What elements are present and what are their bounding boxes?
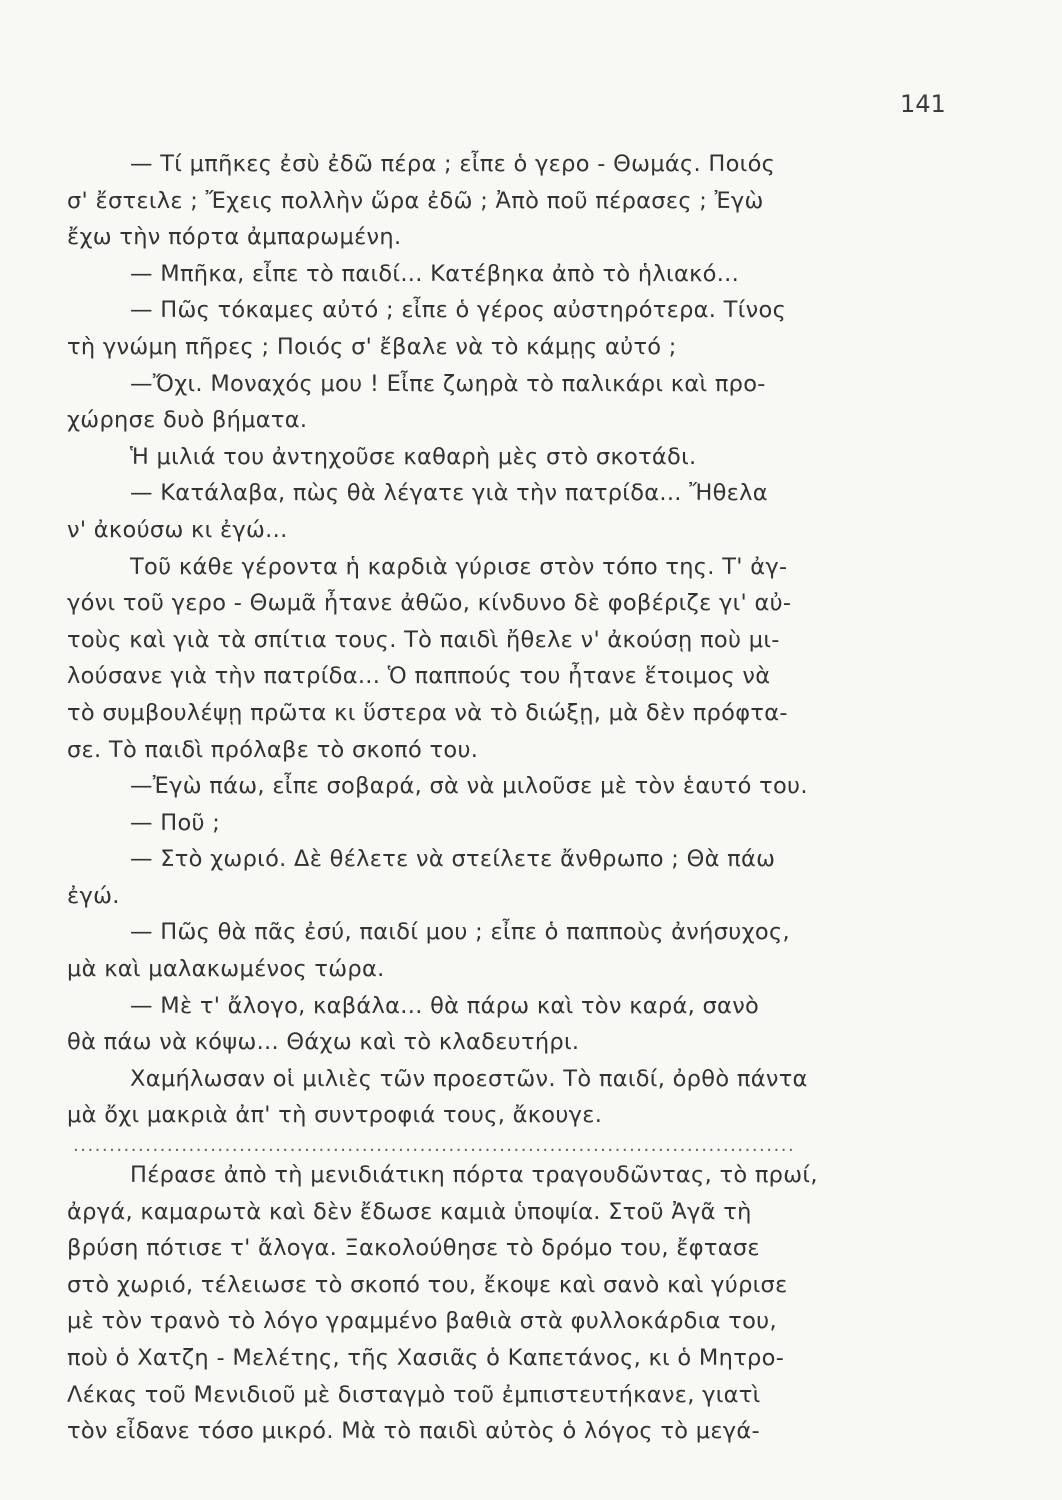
text-line: τὸ συμβουλέψῃ πρῶτα κι ὕστερα νὰ τὸ διώξῃ, μὰ δὲν πρόφτα-	[67, 699, 788, 726]
text-line: ποὺ ὁ Χατζη - Μελέτης, τῆς Χασιᾶς ὁ Καπετάνος, κι ὁ Μητρο-	[67, 1344, 785, 1371]
text-line: τοὺς καὶ γιὰ τὰ σπίτια τους. Τὸ παιδὶ ἤθελε ν' ἀκούσῃ ποὺ μι-	[67, 626, 780, 653]
page-number: 141	[900, 90, 946, 118]
text-line: — Τί μπῆκες ἐσὺ ἐδῶ πέρα ; εἶπε ὁ γερο - Θωμάς. Ποιός	[130, 151, 776, 177]
text-line: — Πῶς θὰ πᾶς ἐσύ, παιδί μου ; εἶπε ὁ παπποὺς ἀνήσυχος,	[130, 919, 790, 946]
text-line: Τοῦ κάθε γέροντα ἡ καρδιὰ γύρισε στὸν τόπο της. Τ' ἀγ-	[130, 553, 788, 580]
text-line: —Ἐγὼ πάω, εἶπε σοβαρά, σὰ νὰ μιλοῦσε μὲ τὸν ἑαυτό του.	[130, 773, 808, 800]
text-line: γόνι τοῦ γερο - Θωμᾶ ἦτανε ἀθῶο, κίνδυνο δὲ φοβέριζε γι' αὐ-	[67, 590, 792, 617]
text-line: τὸν εἶδανε τόσο μικρό. Μὰ τὸ παιδὶ αὐτὸς ὁ λόγος τὸ μεγά-	[67, 1418, 760, 1445]
text-line: Λέκας τοῦ Μενιδιοῦ μὲ δισταγμὸ τοῦ ἐμπιστευτήκανε, γιατὶ	[67, 1381, 761, 1408]
text-line: λούσανε γιὰ τὴν πατρίδα... Ὁ παππούς του ἦτανε ἕτοιμος νὰ	[67, 663, 771, 690]
text-line: ἀργά, καμαρωτὰ καὶ δὲν ἔδωσε καμιὰ ὑποψία. Στοῦ Ἀγᾶ τὴ	[67, 1198, 752, 1225]
text-line: Χαμήλωσαν οἱ μιλιὲς τῶν προεστῶν. Τὸ παιδί, ὀρθὸ πάντα	[130, 1065, 808, 1092]
narrative-text-block	[67, 1157, 957, 1450]
text-line: στὸ χωριό, τέλειωσε τὸ σκοπό του, ἔκοψε καὶ σανὸ καὶ γύρισε	[67, 1271, 788, 1298]
section-separator: ....................................................................................................	[73, 1135, 796, 1156]
text-line: — Μὲ τ' ἄλογο, καβάλα... θὰ πάρω καὶ τὸν καρά, σανὸ	[130, 992, 760, 1019]
text-line: ν' ἀκούσω κι ἐγώ...	[67, 516, 288, 543]
text-line: — Μπῆκα, εἶπε τὸ παιδί... Κατέβηκα ἀπὸ τὸ ἡλιακό...	[130, 260, 740, 287]
text-line: ἔχω τὴν πόρτα ἀμπαρωμένη.	[67, 224, 402, 251]
text-line: ἐγώ.	[67, 882, 120, 909]
text-line: Πέρασε ἀπὸ τὴ μενιδιάτικη πόρτα τραγουδῶντας, τὸ πρωί,	[130, 1162, 818, 1188]
text-line: μὲ τὸν τρανὸ τὸ λόγο γραμμένο βαθιὰ στὰ φυλλοκάρδια του,	[67, 1308, 777, 1335]
text-line: — Στὸ χωριό. Δὲ θέλετε νὰ στείλετε ἄνθρωπο ; Θὰ πάω	[130, 846, 776, 873]
text-line: —Ὄχι. Μοναχός μου ! Εἶπε ζωηρὰ τὸ παλικάρι καὶ προ-	[130, 370, 766, 397]
text-line: Ἡ μιλιά του ἀντηχοῦσε καθαρὴ μὲς στὸ σκοτάδι.	[130, 443, 697, 470]
text-line: σε. Τὸ παιδὶ πρόλαβε τὸ σκοπό του.	[67, 736, 479, 763]
text-line: — Κατάλαβα, πὼς θὰ λέγατε γιὰ τὴν πατρίδα... Ἤθελα	[130, 480, 768, 507]
text-line: χώρησε δυὸ βήματα.	[67, 407, 308, 434]
text-line: σ' ἔστειλε ; Ἔχεις πολλὴν ὥρα ἐδῶ ; Ἀπὸ ποῦ πέρασες ; Ἐγὼ	[67, 187, 764, 214]
text-line: — Πῶς τόκαμες αὐτό ; εἶπε ὁ γέρος αὐστηρότερα. Τίνος	[130, 297, 787, 324]
dialogue-text-block	[67, 146, 957, 1134]
text-line: τὴ γνώμη πῆρες ; Ποιός σ' ἔβαλε νὰ τὸ κάμῃς αὐτό ;	[67, 333, 677, 360]
text-line: — Ποῦ ;	[130, 809, 221, 836]
text-line: μὰ ὄχι μακριὰ ἀπ' τὴ συντροφιά τους, ἄκουγε.	[67, 1102, 603, 1129]
text-line: μὰ καὶ μαλακωμένος τώρα.	[67, 956, 385, 983]
text-line: θὰ πάω νὰ κόψω... Θάχω καὶ τὸ κλαδευτήρι.	[67, 1029, 580, 1056]
text-line: βρύση πότισε τ' ἄλογα. Ξακολούθησε τὸ δρόμο του, ἔφτασε	[67, 1235, 760, 1262]
